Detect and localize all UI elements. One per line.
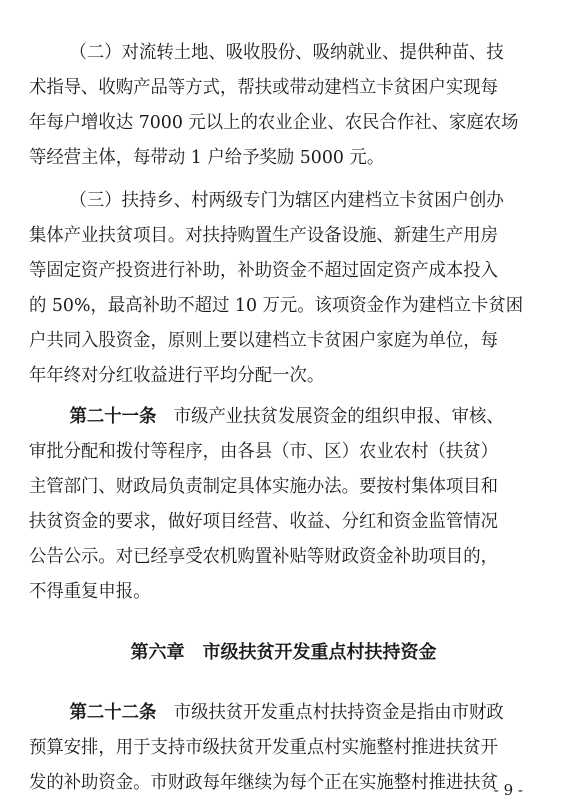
para2-line-1: （三）扶持乡、村两级专门为辖区内建档立卡贫困户创办 bbox=[69, 190, 504, 211]
article21-line-4: 扶贫资金的要求，做好项目经营、收益、分红和资金监管情况 bbox=[28, 511, 498, 532]
article21-line-5: 公告公示。对已经享受农机购置补贴等财政资金补助项目的， bbox=[28, 546, 498, 567]
article21-first-line: 市级产业扶贫发展资金的组织申报、审核、 bbox=[156, 406, 504, 427]
para1-line-1: （二）对流转土地、吸收股份、吸纳就业、提供种苗、技 bbox=[69, 42, 504, 63]
para1-line-2: 术指导、收购产品等方式，帮扶或带动建档立卡贫困户实现每 bbox=[28, 77, 498, 98]
article21-label: 第二十一条 bbox=[69, 406, 157, 427]
para2-line-3: 等固定资产投资进行补助，补助资金不超过固定资产成本投入 bbox=[28, 260, 498, 281]
para2-line-6: 年年终对分红收益进行平均分配一次。 bbox=[28, 365, 325, 386]
article21-line-2: 审批分配和拨付等程序，由各县（市、区）农业农村（扶贫） bbox=[28, 441, 498, 462]
page-number: - 9 - bbox=[493, 781, 523, 799]
article22-line-3: 发的补助资金。市财政每年继续为每个正在实施整村推进扶贫 bbox=[28, 772, 498, 793]
para1-line-4: 等经营主体，每带动 1 户给予奖励 5000 元。 bbox=[28, 147, 385, 168]
chapter-heading: 第六章 市级扶贫开发重点村扶持资金 bbox=[130, 642, 437, 663]
para2-line-2: 集体产业扶贫项目。对扶持购置生产设备设施、新建生产用房 bbox=[28, 225, 498, 246]
article22-line-1 bbox=[0, 698, 547, 728]
para2-line-5: 户共同入股资金，原则上要以建档立卡贫困户家庭为单位，每 bbox=[28, 330, 498, 351]
article22-line-2: 预算安排，用于支持市级扶贫开发重点村实施整村推进扶贫开 bbox=[28, 737, 498, 758]
article22-first-line: 市级扶贫开发重点村扶持资金是指由市财政 bbox=[156, 702, 504, 723]
article21-line-3: 主管部门、财政局负责制定具体实施办法。要按村集体项目和 bbox=[28, 476, 498, 497]
article21-line-6: 不得重复申报。 bbox=[28, 581, 151, 602]
article22-label: 第二十二条 bbox=[69, 702, 157, 723]
para1-line-3: 年每户增收达 7000 元以上的农业企业、农民合作社、家庭农场 bbox=[28, 112, 519, 133]
article21-line-1 bbox=[0, 402, 547, 432]
para2-line-4: 的 50%，最高补助不超过 10 万元。该项资金作为建档立卡贫困 bbox=[28, 295, 524, 316]
